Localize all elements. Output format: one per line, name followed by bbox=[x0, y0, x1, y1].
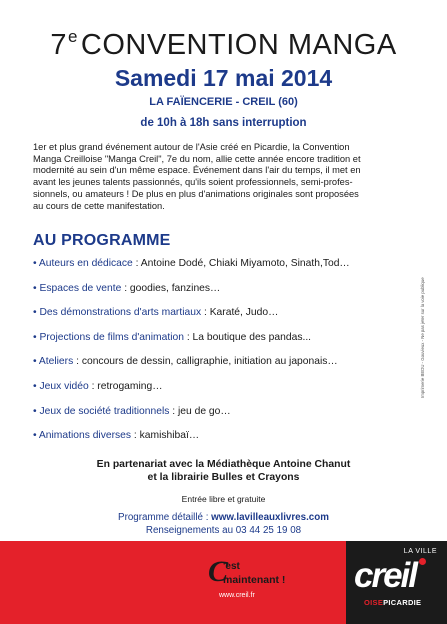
programme-item-label: Projections de films d'animation bbox=[39, 331, 184, 343]
details-label: Programme détaillé : bbox=[118, 512, 212, 523]
event-title bbox=[0, 20, 447, 62]
logo-top-text: LA VILLE bbox=[403, 548, 437, 555]
bullet-icon: • bbox=[33, 405, 40, 417]
programme-item bbox=[33, 356, 418, 368]
programme-item bbox=[33, 381, 418, 393]
intro-line: modernité au sein d'un même espace. Événement dans l'air du temps, il met en bbox=[33, 165, 361, 176]
logo-picardie: PICARDIE bbox=[383, 598, 422, 607]
partnership-text bbox=[0, 458, 447, 484]
bullet-icon: • bbox=[33, 430, 39, 442]
website-link[interactable]: www.creil.fr bbox=[219, 592, 255, 599]
programme-item-label: Ateliers bbox=[38, 356, 74, 368]
details-link[interactable]: www.lavilleauxlivres.com bbox=[211, 512, 329, 523]
programme-item-label: Auteurs en dédicace bbox=[38, 258, 133, 269]
event-hours: de 10h à 18h sans interruption bbox=[140, 117, 307, 129]
intro-line: Manga Creilloise "Manga Creil", 7e du nom, allie cette année encore tradition et bbox=[33, 153, 361, 164]
partner-line: En partenariat avec la Médiathèque Antoine Chanut bbox=[96, 459, 351, 470]
bullet-icon: • bbox=[33, 356, 39, 368]
programme-item-label: Jeux de société traditionnels bbox=[39, 405, 170, 417]
event-date: Samedi 17 mai 2014 bbox=[114, 65, 333, 91]
info-phone: Renseignements au 03 44 25 19 08 bbox=[145, 525, 302, 536]
logo-region bbox=[364, 598, 439, 607]
slogan-maintenant: maintenant ! bbox=[223, 574, 286, 586]
programme-item bbox=[33, 430, 418, 442]
entry-info: Entrée libre et gratuite bbox=[181, 494, 266, 504]
intro-line: avant les jeunes talents passionnés, qu'ils soient professionnels, semi-profes- bbox=[33, 177, 353, 188]
event-venue: LA FAÏENCERIE - CREIL (60) bbox=[149, 96, 298, 108]
programme-item-desc: : jeu de go… bbox=[169, 405, 231, 417]
logo-wordmark: creil bbox=[354, 556, 416, 595]
programme-item-desc: : La boutique des pandas... bbox=[183, 331, 312, 343]
programme-item bbox=[33, 258, 418, 270]
programme-item-label: Des démonstrations d'arts martiaux bbox=[39, 307, 202, 319]
programme-item-desc: : retrogaming… bbox=[88, 380, 163, 392]
partner-line: et la librairie Bulles et Crayons bbox=[147, 472, 300, 483]
programme-item-desc: : kamishibaï… bbox=[131, 430, 200, 442]
intro-line: au cours de cette manifestation. bbox=[33, 200, 165, 211]
intro-paragraph bbox=[33, 142, 409, 212]
printer-note: Imprimerie BEDU - Gouvieux - Ne pas jeter sur la voie publique bbox=[420, 277, 425, 398]
intro-line: sionnels, ou amateurs ! De plus en plus d'animations originales sont proposées bbox=[33, 188, 359, 199]
programme-item bbox=[33, 283, 418, 295]
creil-logo bbox=[346, 541, 447, 624]
programme-item-desc: : Antoine Dodé, Chiaki Miyamoto, Sinath,Tod… bbox=[132, 258, 350, 269]
logo-oise: OISE bbox=[364, 598, 384, 607]
programme-item-label: Jeux vidéo bbox=[39, 380, 89, 392]
slogan-c-letter: C bbox=[208, 555, 229, 588]
programme-details bbox=[0, 512, 447, 524]
programme-item-desc: : Karaté, Judo… bbox=[201, 307, 279, 319]
programme-item-desc: : goodies, fanzines… bbox=[121, 282, 221, 294]
programme-list bbox=[33, 258, 418, 455]
bullet-icon: • bbox=[33, 307, 40, 319]
bullet-icon: • bbox=[33, 282, 40, 294]
title-ordinal-suffix: e bbox=[67, 27, 78, 46]
bullet-icon: • bbox=[33, 258, 39, 269]
programme-heading: AU PROGRAMME bbox=[33, 232, 171, 249]
bullet-icon: • bbox=[33, 331, 40, 343]
title-text: CONVENTION MANGA bbox=[80, 29, 397, 61]
programme-item bbox=[33, 332, 418, 344]
title-number: 7 bbox=[50, 29, 67, 61]
intro-line: 1er et plus grand événement autour de l'Asie créé en Picardie, la Convention bbox=[33, 142, 350, 152]
logo-dot-icon bbox=[419, 558, 426, 565]
slogan-est: 'est bbox=[223, 561, 240, 572]
bullet-icon: • bbox=[33, 380, 40, 392]
programme-item bbox=[33, 307, 418, 319]
programme-item-label: Espaces de vente bbox=[39, 282, 122, 294]
programme-item-desc: : concours de dessin, calligraphie, initiation au japonais… bbox=[73, 356, 338, 368]
programme-item-label: Animations diverses bbox=[38, 430, 132, 442]
programme-item bbox=[33, 406, 418, 418]
